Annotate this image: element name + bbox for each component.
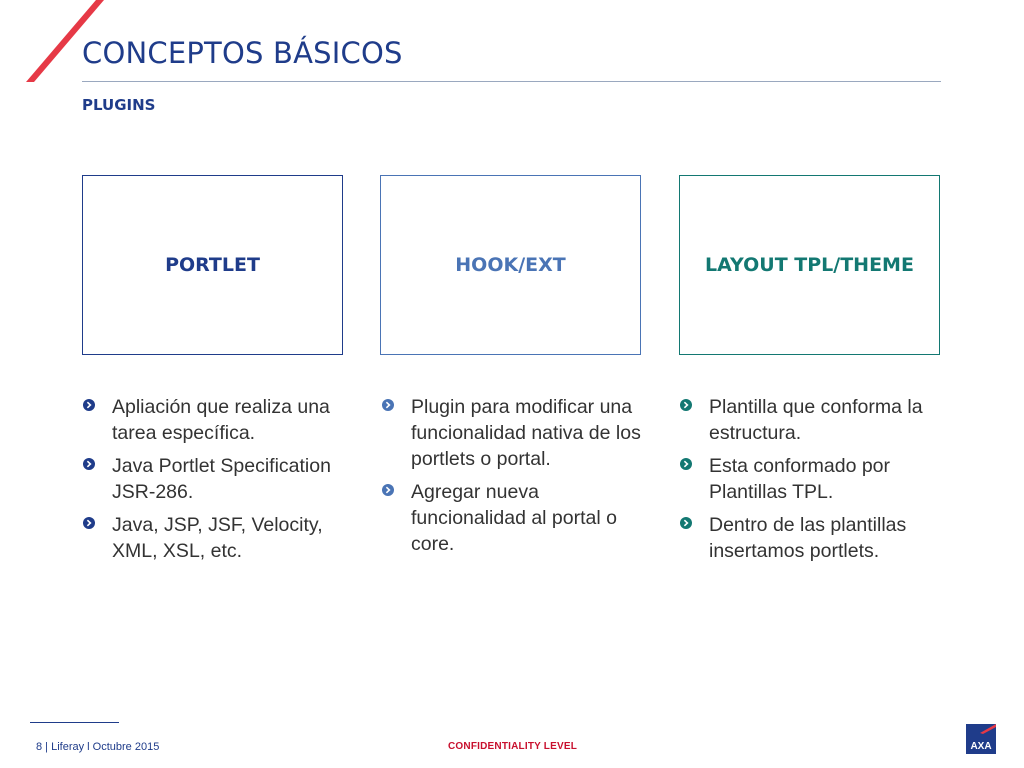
bullet-text: Apliación que realiza una tarea específica. bbox=[112, 396, 330, 444]
arrow-circle-icon bbox=[83, 458, 95, 470]
list-item bbox=[83, 453, 345, 505]
footer-confidentiality: CONFIDENTIALITY LEVEL bbox=[448, 741, 578, 752]
title-divider bbox=[82, 81, 941, 82]
portlet-box-label: PORTLET bbox=[165, 254, 260, 276]
list-item bbox=[83, 512, 345, 564]
hook-ext-box bbox=[380, 175, 641, 355]
list-item bbox=[680, 453, 942, 505]
list-item bbox=[83, 394, 345, 446]
arrow-circle-icon bbox=[382, 399, 394, 411]
arrow-circle-icon bbox=[680, 458, 692, 470]
list-item bbox=[680, 394, 942, 446]
list-item bbox=[680, 512, 942, 564]
bullet-text: Plugin para modificar una funcionalidad nativa de los portlets o portal. bbox=[411, 396, 641, 470]
bullet-text: Agregar nueva funcionalidad al portal o core. bbox=[411, 481, 617, 555]
footer-divider bbox=[30, 722, 119, 723]
layout-theme-box-label: LAYOUT TPL/THEME bbox=[705, 254, 914, 276]
list-item bbox=[382, 394, 648, 472]
portlet-bullet-list bbox=[83, 394, 345, 571]
page-subtitle: PLUGINS bbox=[82, 96, 156, 114]
arrow-circle-icon bbox=[680, 399, 692, 411]
list-item bbox=[382, 479, 648, 557]
arrow-circle-icon bbox=[382, 484, 394, 496]
page-title: CONCEPTOS BÁSICOS bbox=[82, 36, 403, 70]
hook-ext-box-label: HOOK/EXT bbox=[455, 254, 566, 276]
portlet-box bbox=[82, 175, 343, 355]
arrow-circle-icon bbox=[83, 399, 95, 411]
axa-logo-icon bbox=[966, 724, 996, 754]
svg-text:AXA: AXA bbox=[970, 741, 992, 752]
bullet-text: Java Portlet Specification JSR-286. bbox=[112, 455, 331, 503]
arrow-circle-icon bbox=[83, 517, 95, 529]
bullet-text: Esta conformado por Plantillas TPL. bbox=[709, 455, 891, 503]
layout-theme-box bbox=[679, 175, 940, 355]
footer-page-info: 8 | Liferay l Octubre 2015 bbox=[36, 741, 160, 753]
bullet-text: Plantilla que conforma la estructura. bbox=[709, 396, 923, 444]
arrow-circle-icon bbox=[680, 517, 692, 529]
hook-ext-bullet-list bbox=[382, 394, 648, 564]
bullet-text: Java, JSP, JSF, Velocity, XML, XSL, etc. bbox=[112, 514, 323, 562]
layout-theme-bullet-list bbox=[680, 394, 942, 571]
bullet-text: Dentro de las plantillas insertamos portlets. bbox=[709, 514, 907, 562]
